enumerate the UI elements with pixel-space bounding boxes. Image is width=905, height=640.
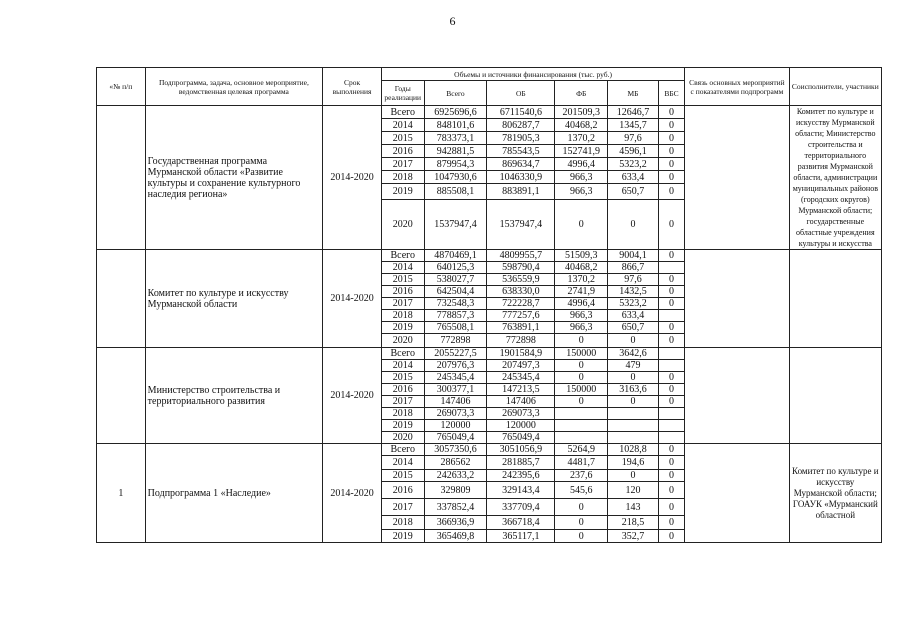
header-years: Годы реализации <box>381 81 424 106</box>
cell-total: 778857,3 <box>424 310 487 322</box>
cell-vbs: 0 <box>658 384 684 396</box>
cell-mb: 194,6 <box>608 456 659 470</box>
cell-fb: 40468,2 <box>555 119 608 132</box>
cell-total: 848101,6 <box>424 119 487 132</box>
cell-fb: 201509,3 <box>555 106 608 119</box>
cell-fb: 152741,9 <box>555 145 608 158</box>
header-num: «№ п/п <box>97 68 146 106</box>
cell-year: 2020 <box>381 199 424 249</box>
execution-period: 2014-2020 <box>323 444 382 543</box>
cell-ob: 777257,6 <box>487 310 555 322</box>
cell-mb: 633,4 <box>608 310 659 322</box>
header-coexec: Соисполнители, участники <box>789 68 881 106</box>
cell-ob: 536559,9 <box>487 274 555 286</box>
cell-ob: 1046330,9 <box>487 171 555 184</box>
program-name: Министерство строительства и территориального развития <box>145 348 322 444</box>
cell-mb: 9004,1 <box>608 250 659 262</box>
cell-vbs: 0 <box>658 322 684 334</box>
cell-year: Всего <box>381 106 424 119</box>
cell-total: 147406 <box>424 396 487 408</box>
header-total: Всего <box>424 81 487 106</box>
cell-year: 2016 <box>381 384 424 396</box>
program-name: Комитет по культуре и искусству Мурманской области <box>145 250 322 348</box>
cell-mb: 1028,8 <box>608 444 659 456</box>
program-name: Подпрограмма 1 «Наследие» <box>145 444 322 543</box>
coexecutors <box>789 348 881 444</box>
cell-year: 2014 <box>381 262 424 274</box>
cell-total: 640125,3 <box>424 262 487 274</box>
cell-total: 885508,1 <box>424 184 487 199</box>
cell-vbs: 0 <box>658 274 684 286</box>
header-ob: ОБ <box>487 81 555 106</box>
cell-total: 207976,3 <box>424 360 487 372</box>
cell-fb: 4481,7 <box>555 456 608 470</box>
cell-total: 879954,3 <box>424 158 487 171</box>
cell-year: 2019 <box>381 322 424 334</box>
cell-fb <box>555 432 608 444</box>
cell-year: Всего <box>381 250 424 262</box>
cell-ob: 147406 <box>487 396 555 408</box>
cell-vbs: 0 <box>658 334 684 348</box>
header-link: Связь основных мероприятий с показателями подпрограмм <box>685 68 789 106</box>
cell-vbs: 0 <box>658 516 684 530</box>
header-period: Срок выполнения <box>323 68 382 106</box>
cell-vbs: 0 <box>658 482 684 499</box>
cell-fb: 4996,4 <box>555 158 608 171</box>
cell-vbs: 0 <box>658 298 684 310</box>
cell-vbs: 0 <box>658 499 684 516</box>
cell-ob: 4809955,7 <box>487 250 555 262</box>
row-number <box>97 250 146 348</box>
cell-fb <box>555 420 608 432</box>
cell-fb: 545,6 <box>555 482 608 499</box>
cell-total: 300377,1 <box>424 384 487 396</box>
header-vbs: ВБС <box>658 81 684 106</box>
cell-total: 337852,4 <box>424 499 487 516</box>
cell-year: 2017 <box>381 158 424 171</box>
table-row <box>97 106 882 119</box>
cell-ob: 598790,4 <box>487 262 555 274</box>
cell-year: 2019 <box>381 530 424 543</box>
cell-vbs: 0 <box>658 444 684 456</box>
cell-year: 2016 <box>381 286 424 298</box>
cell-vbs <box>658 348 684 360</box>
cell-year: Всего <box>381 348 424 360</box>
cell-mb: 12646,7 <box>608 106 659 119</box>
cell-vbs: 0 <box>658 396 684 408</box>
cell-total: 286562 <box>424 456 487 470</box>
cell-total: 765508,1 <box>424 322 487 334</box>
cell-vbs: 0 <box>658 171 684 184</box>
cell-ob: 207497,3 <box>487 360 555 372</box>
cell-vbs <box>658 310 684 322</box>
cell-mb: 0 <box>608 372 659 384</box>
cell-total: 329809 <box>424 482 487 499</box>
header-program: Подпрограмма, задача, основное мероприятие, ведомственная целевая программа <box>145 68 322 106</box>
cell-fb: 1370,2 <box>555 132 608 145</box>
cell-total: 245345,4 <box>424 372 487 384</box>
row-number <box>97 106 146 250</box>
cell-vbs: 0 <box>658 145 684 158</box>
cell-mb: 0 <box>608 470 659 482</box>
cell-mb: 866,7 <box>608 262 659 274</box>
cell-ob: 3051056,9 <box>487 444 555 456</box>
cell-vbs: 0 <box>658 530 684 543</box>
row-number: 1 <box>97 444 146 543</box>
cell-fb: 0 <box>555 530 608 543</box>
cell-mb: 218,5 <box>608 516 659 530</box>
cell-ob: 242395,6 <box>487 470 555 482</box>
table-body <box>97 106 882 543</box>
cell-mb <box>608 420 659 432</box>
page-number: 6 <box>449 14 456 28</box>
cell-ob: 781905,3 <box>487 132 555 145</box>
cell-total: 120000 <box>424 420 487 432</box>
cell-ob: 366718,4 <box>487 516 555 530</box>
cell-year: 2018 <box>381 310 424 322</box>
cell-vbs: 0 <box>658 456 684 470</box>
cell-vbs <box>658 432 684 444</box>
cell-vbs <box>658 408 684 420</box>
cell-year: 2018 <box>381 171 424 184</box>
cell-mb: 97,6 <box>608 132 659 145</box>
cell-ob: 1537947,4 <box>487 199 555 249</box>
cell-mb: 5323,2 <box>608 158 659 171</box>
cell-vbs <box>658 420 684 432</box>
cell-ob: 269073,3 <box>487 408 555 420</box>
cell-fb: 966,3 <box>555 310 608 322</box>
cell-year: 2017 <box>381 298 424 310</box>
cell-ob: 869634,7 <box>487 158 555 171</box>
cell-total: 269073,3 <box>424 408 487 420</box>
execution-period: 2014-2020 <box>323 348 382 444</box>
cell-fb: 966,3 <box>555 171 608 184</box>
cell-year: 2014 <box>381 119 424 132</box>
cell-fb: 0 <box>555 372 608 384</box>
cell-mb: 650,7 <box>608 184 659 199</box>
cell-total: 765049,4 <box>424 432 487 444</box>
cell-total: 3057350,6 <box>424 444 487 456</box>
cell-fb: 0 <box>555 396 608 408</box>
cell-ob: 337709,4 <box>487 499 555 516</box>
cell-fb: 0 <box>555 516 608 530</box>
cell-fb: 966,3 <box>555 322 608 334</box>
cell-fb: 40468,2 <box>555 262 608 274</box>
cell-year: Всего <box>381 444 424 456</box>
cell-fb: 0 <box>555 499 608 516</box>
cell-ob: 329143,4 <box>487 482 555 499</box>
cell-ob: 722228,7 <box>487 298 555 310</box>
cell-fb: 150000 <box>555 384 608 396</box>
cell-mb: 97,6 <box>608 274 659 286</box>
cell-total: 783373,1 <box>424 132 487 145</box>
cell-vbs: 0 <box>658 184 684 199</box>
cell-year: 2016 <box>381 145 424 158</box>
cell-mb: 633,4 <box>608 171 659 184</box>
header-mb: МБ <box>608 81 659 106</box>
coexecutors <box>789 250 881 348</box>
cell-mb: 0 <box>608 199 659 249</box>
cell-vbs: 0 <box>658 470 684 482</box>
cell-fb: 0 <box>555 199 608 249</box>
cell-vbs: 0 <box>658 250 684 262</box>
cell-fb: 5264,9 <box>555 444 608 456</box>
cell-total: 242633,2 <box>424 470 487 482</box>
financing-table <box>96 67 882 543</box>
cell-total: 732548,3 <box>424 298 487 310</box>
cell-total: 942881,5 <box>424 145 487 158</box>
cell-year: 2016 <box>381 482 424 499</box>
cell-year: 2015 <box>381 470 424 482</box>
cell-year: 2015 <box>381 132 424 145</box>
cell-total: 1537947,4 <box>424 199 487 249</box>
cell-ob: 785543,5 <box>487 145 555 158</box>
indicator-link-cell <box>685 348 789 444</box>
cell-vbs: 0 <box>658 158 684 171</box>
cell-mb: 143 <box>608 499 659 516</box>
cell-ob: 120000 <box>487 420 555 432</box>
cell-year: 2015 <box>381 372 424 384</box>
cell-total: 2055227,5 <box>424 348 487 360</box>
cell-mb: 479 <box>608 360 659 372</box>
cell-year: 2017 <box>381 499 424 516</box>
cell-mb: 0 <box>608 334 659 348</box>
indicator-link-cell <box>685 250 789 348</box>
cell-vbs <box>658 360 684 372</box>
program-name: Государственная программа Мурманской области «Развитие культуры и сохранение культурного наследия региона» <box>145 106 322 250</box>
cell-mb: 4596,1 <box>608 145 659 158</box>
row-number <box>97 348 146 444</box>
cell-ob: 883891,1 <box>487 184 555 199</box>
cell-mb <box>608 408 659 420</box>
cell-ob: 245345,4 <box>487 372 555 384</box>
cell-total: 1047930,6 <box>424 171 487 184</box>
cell-year: 2019 <box>381 420 424 432</box>
cell-ob: 6711540,6 <box>487 106 555 119</box>
execution-period: 2014-2020 <box>323 250 382 348</box>
cell-total: 772898 <box>424 334 487 348</box>
cell-year: 2020 <box>381 334 424 348</box>
cell-mb: 3163,6 <box>608 384 659 396</box>
cell-vbs: 0 <box>658 106 684 119</box>
cell-total: 366936,9 <box>424 516 487 530</box>
header-funding: Объемы и источники финансирования (тыс. руб.) <box>381 68 684 81</box>
cell-mb <box>608 432 659 444</box>
cell-fb: 2741,9 <box>555 286 608 298</box>
coexecutors: Комитет по культуре и искусству Мурманской области; Министерство строительства и территориального развития Мурманской области, администрации муниципальных районов (городских округов) Мурманской области; государственные областные учреждения культуры и искусства <box>789 106 881 250</box>
table-row <box>97 348 882 360</box>
cell-total: 6925696,6 <box>424 106 487 119</box>
cell-fb <box>555 408 608 420</box>
indicator-link-cell <box>685 106 789 250</box>
cell-ob: 638330,0 <box>487 286 555 298</box>
cell-year: 2019 <box>381 184 424 199</box>
cell-vbs: 0 <box>658 372 684 384</box>
cell-year: 2014 <box>381 456 424 470</box>
table-row <box>97 250 882 262</box>
cell-year: 2020 <box>381 432 424 444</box>
cell-total: 365469,8 <box>424 530 487 543</box>
cell-vbs: 0 <box>658 119 684 132</box>
cell-mb: 5323,2 <box>608 298 659 310</box>
cell-mb: 120 <box>608 482 659 499</box>
cell-fb: 1370,2 <box>555 274 608 286</box>
cell-fb: 51509,3 <box>555 250 608 262</box>
cell-year: 2014 <box>381 360 424 372</box>
cell-total: 4870469,1 <box>424 250 487 262</box>
cell-fb: 0 <box>555 360 608 372</box>
header-fb: ФБ <box>555 81 608 106</box>
cell-vbs: 0 <box>658 286 684 298</box>
cell-mb: 3642,6 <box>608 348 659 360</box>
cell-ob: 806287,7 <box>487 119 555 132</box>
cell-vbs <box>658 262 684 274</box>
cell-fb: 237,6 <box>555 470 608 482</box>
cell-fb: 0 <box>555 334 608 348</box>
cell-ob: 281885,7 <box>487 456 555 470</box>
cell-fb: 966,3 <box>555 184 608 199</box>
cell-mb: 650,7 <box>608 322 659 334</box>
cell-ob: 772898 <box>487 334 555 348</box>
cell-year: 2018 <box>381 516 424 530</box>
cell-total: 642504,4 <box>424 286 487 298</box>
cell-ob: 147213,5 <box>487 384 555 396</box>
cell-fb: 150000 <box>555 348 608 360</box>
cell-ob: 365117,1 <box>487 530 555 543</box>
cell-year: 2017 <box>381 396 424 408</box>
cell-mb: 352,7 <box>608 530 659 543</box>
indicator-link-cell <box>685 444 789 543</box>
cell-fb: 4996,4 <box>555 298 608 310</box>
cell-ob: 765049,4 <box>487 432 555 444</box>
cell-mb: 1345,7 <box>608 119 659 132</box>
cell-mb: 1432,5 <box>608 286 659 298</box>
cell-year: 2015 <box>381 274 424 286</box>
cell-ob: 1901584,9 <box>487 348 555 360</box>
execution-period: 2014-2020 <box>323 106 382 250</box>
table-row <box>97 444 882 456</box>
coexecutors: Комитет по культуре и искусству Мурманской области; ГОАУК «Мурманский областной <box>789 444 881 543</box>
cell-mb: 0 <box>608 396 659 408</box>
cell-total: 538027,7 <box>424 274 487 286</box>
cell-vbs: 0 <box>658 132 684 145</box>
cell-year: 2018 <box>381 408 424 420</box>
cell-vbs: 0 <box>658 199 684 249</box>
cell-ob: 763891,1 <box>487 322 555 334</box>
